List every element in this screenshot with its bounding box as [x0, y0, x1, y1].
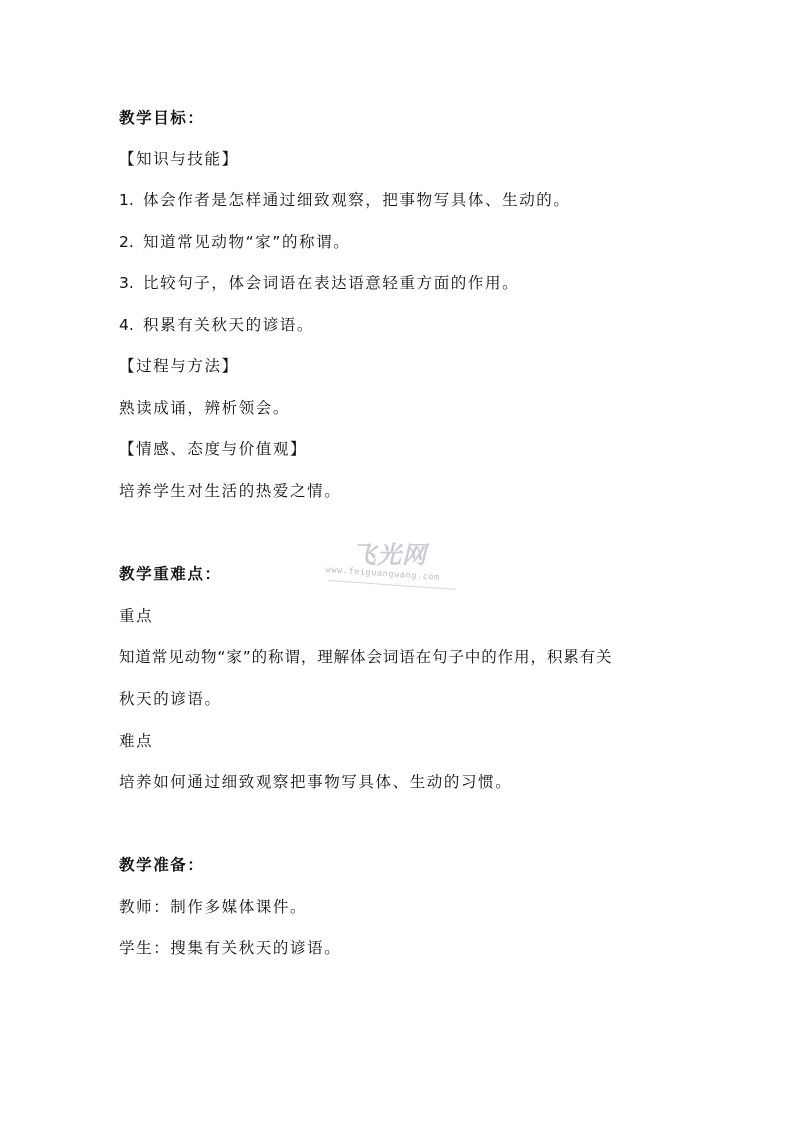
objective-item	[119, 273, 519, 293]
process-method-label: 【过程与方法】	[119, 357, 239, 375]
watermark-logo: 飞光网	[352, 541, 427, 569]
student-preparation: 学生：搜集有关秋天的谚语。	[119, 939, 342, 957]
key-point-label: 重点	[119, 607, 154, 625]
emotion-values-label: 【情感、态度与价值观】	[119, 440, 308, 458]
objective-item-number: 4.	[119, 316, 134, 334]
watermark	[322, 535, 462, 587]
objective-item-number: 3.	[119, 274, 134, 292]
preparation-heading: 教学准备：	[119, 856, 205, 874]
difficulty-label: 难点	[119, 732, 154, 750]
objective-item-number: 1.	[119, 191, 134, 209]
objective-item-text: 比较句子，体会词语在表达语意轻重方面的作用。	[143, 274, 520, 292]
objective-item-number: 2.	[119, 233, 134, 251]
process-method-text: 熟读成诵，辨析领会。	[119, 399, 291, 417]
watermark-url: www.feiguangwang.com	[325, 565, 441, 583]
objective-item-text: 积累有关秋天的谚语。	[143, 316, 315, 334]
objective-item	[119, 315, 314, 335]
difficulty-text: 培养如何通过细致观察把事物写具体、生动的习惯。	[119, 773, 513, 791]
key-point-text-line1: 知道常见动物“家”的称谓，理解体会词语在句子中的作用，积累有关	[119, 648, 613, 666]
objective-item	[119, 190, 571, 210]
key-point-text-line2: 秋天的谚语。	[119, 690, 222, 708]
key-points-heading: 教学重难点：	[119, 565, 222, 583]
emotion-values-text: 培养学生对生活的热爱之情。	[119, 482, 342, 500]
objective-item-text: 知道常见动物“家”的称谓。	[143, 233, 351, 251]
teacher-preparation: 教师：制作多媒体课件。	[119, 898, 308, 916]
knowledge-skills-label: 【知识与技能】	[119, 150, 239, 168]
objective-item-text: 体会作者是怎样通过细致观察，把事物写具体、生动的。	[143, 191, 571, 209]
objective-item	[119, 232, 350, 252]
objectives-heading: 教学目标：	[119, 109, 205, 127]
